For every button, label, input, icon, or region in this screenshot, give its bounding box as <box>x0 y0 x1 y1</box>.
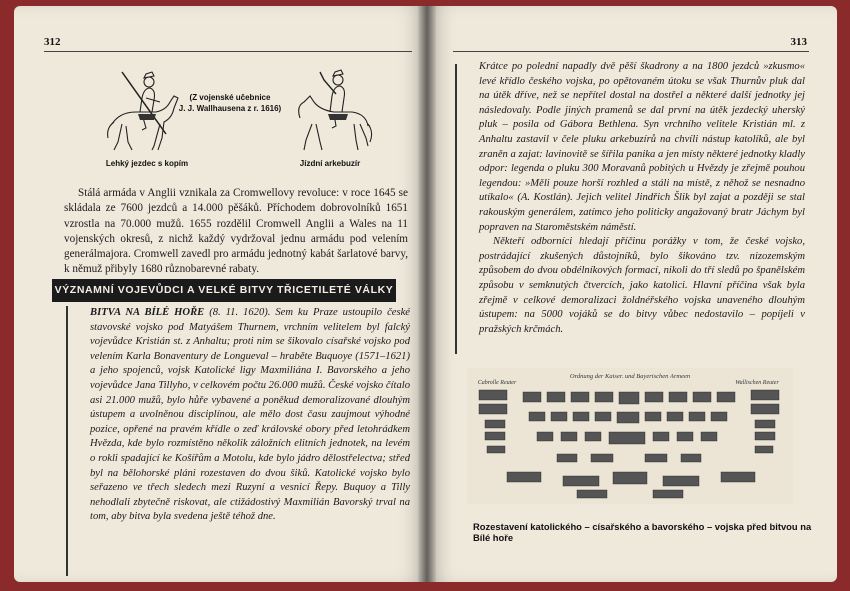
header-rule <box>44 51 412 52</box>
arquebusier-label: Jízdní arkebuzír <box>299 159 361 168</box>
engraving-label-right: Wallischen Reuter <box>735 380 779 386</box>
battle-paragraph-1: Krátce po polední napadly dvě pěší škadrony a na 1800 jezdců »zkusmo« levé křídlo českého vojska, po opětovaném útoku se však Thurnův pluk dal na útěk dříve, než se nepřítel dostal na dostřel a některé další jednotky jej následovaly. Podle jiných pramenů se dal první na útěk jezdecký uherský pluk – posila od Gábora Bethlena. Syn vrchního velitele Kristián ml. z Anhaltu zastavil v čele pluku arkebuzírů na chvíli nástup katolíků, ale byl zraněn a zajat: lavinovitě se šířila panika a jen místy některé jednotky kladly odpor: legenda o pluku 300 Moravanů pobitých u Hvězdy je zřejmě pouhou legendou: »Měli pouze horší rozhled a stáli na místě, z něhož se nesnadno utíkalo« (A. Kostlán). Jejich velitel Jindřich Šlik byl zajat a později se stal rakouským generálem, zatímco jeho politicky angažovaný bratr Jáchym byl popraven na Staroměstském náměstí. <box>479 61 805 233</box>
battle-continued-text <box>479 60 805 337</box>
right-page <box>427 6 837 582</box>
sidebar-rule-right <box>455 64 457 354</box>
left-page <box>14 6 427 582</box>
battle-description: (8. 11. 1620). Sem ku Praze ustoupilo české stavovské vojsko pod Matyášem Thurnem, vrchním velitelem byl falcký vojevůdce Kristián st. z Anhaltu; proti nim se šikovalo císařské vojsko pod velením Karla Bonaventury de Longueval – hraběte Buquoye (1571–1621) a jeho spojenců, vojsk Katolické ligy Maxmiliána I. Bavorského a jeho vojevůdce Jana Tillyho, v celkovém počtu 26.000 mužů. České vojsko čítalo asi 21.000 mužů, bylo hůře vybavené a poněkud demoralizované dlouhým ústupem a uvolněnou disciplínou, ale mělo dost času zaujmout výhodné pozice, opřené na pravém křídle o zeď královské obory před letohrádkem Hvězda, kde bylo rozmístěno několik záložních elitních jednotek, na levém o rokli spadající ke Košířům a Motolu, kde bylo jádro dělostřelectva; střed byl na bělohorské pláni rozestaven do dvou šiků. Katolické vojsko bylo seřazeno ve třech sledech mezi Ruzyní a vesnicí Řepy. Buquoy a Tilly nehodlali zbytečně riskovat, ale ctižádostivý Maxmilián Bavorský trval na tom, aby bitva byla svedena ještě téhož dne. <box>90 307 410 523</box>
header-rule-right <box>453 51 809 52</box>
cromwell-paragraph-text: Stálá armáda v Anglii vznikala za Cromwellovy revoluce: v roce 1645 se skládala ze 7600 jezdců a 14.000 pěšáků. Příchodem dobrovolníků 1651 vzrostla na 70.000 mužů. 1655 rozdělil Cromwell Anglii a Wales na 11 vojenských okresů, z nichž každý vydržoval jednu armádu pod velením generálmajora. Cromwell zavedl pro armádu jednotný kabát šarlatové barvy, k němuž přibyly 1680 různobarevné rabaty. <box>64 187 408 276</box>
white-mountain-battle-text <box>90 306 410 525</box>
page-number-left: 312 <box>44 36 61 48</box>
battle-title: BITVA NA BÍLÉ HOŘE <box>90 307 205 318</box>
cromwell-paragraph <box>64 186 408 278</box>
figure-caption: Rozestavení katolického – císařského a bavorského – vojska před bitvou na Bílé hoře <box>473 521 812 543</box>
page-number-right: 313 <box>790 36 807 48</box>
book-gutter <box>418 6 436 582</box>
arquebusier-illustration <box>290 66 374 154</box>
battle-paragraph-2: Někteří odborníci hledají příčinu porážky v tom, že české vojsko, postrádající zkušených důstojníků, bylo šikováno tzv. nizozemským způsobem do dvou obdélníkových formací, nikoli do tří sledů po španělském způsobu v semknutých čtvercích, jako katolici. Hlavní příčina však byla zřejmě v celkové demoralizaci žoldnéřského vojska unaveného dlouhým ústupem: na 5000 vojáků se do bitvy vůbec nedostavilo – popíjeli v pražských krčmách. <box>479 236 805 335</box>
section-heading: VÝZNAMNÍ VOJEVŮDCI A VELKÉ BITVY TŘICETILETÉ VÁLKY <box>52 279 396 302</box>
light-horseman-label: Lehký jezdec s kopím <box>105 159 189 168</box>
engraving-title: Ordnung der Kaiser. und Bayerischen Armeen <box>569 373 691 380</box>
sidebar-rule <box>66 306 68 576</box>
illustration-source-caption: (Z vojenské učebnice J. J. Wallhausena z r. 1616) <box>178 93 282 113</box>
light-horseman-illustration <box>102 68 182 154</box>
engraving-label-left: Cabrolle Reuter <box>477 380 517 386</box>
army-arrangement-engraving <box>467 368 793 504</box>
